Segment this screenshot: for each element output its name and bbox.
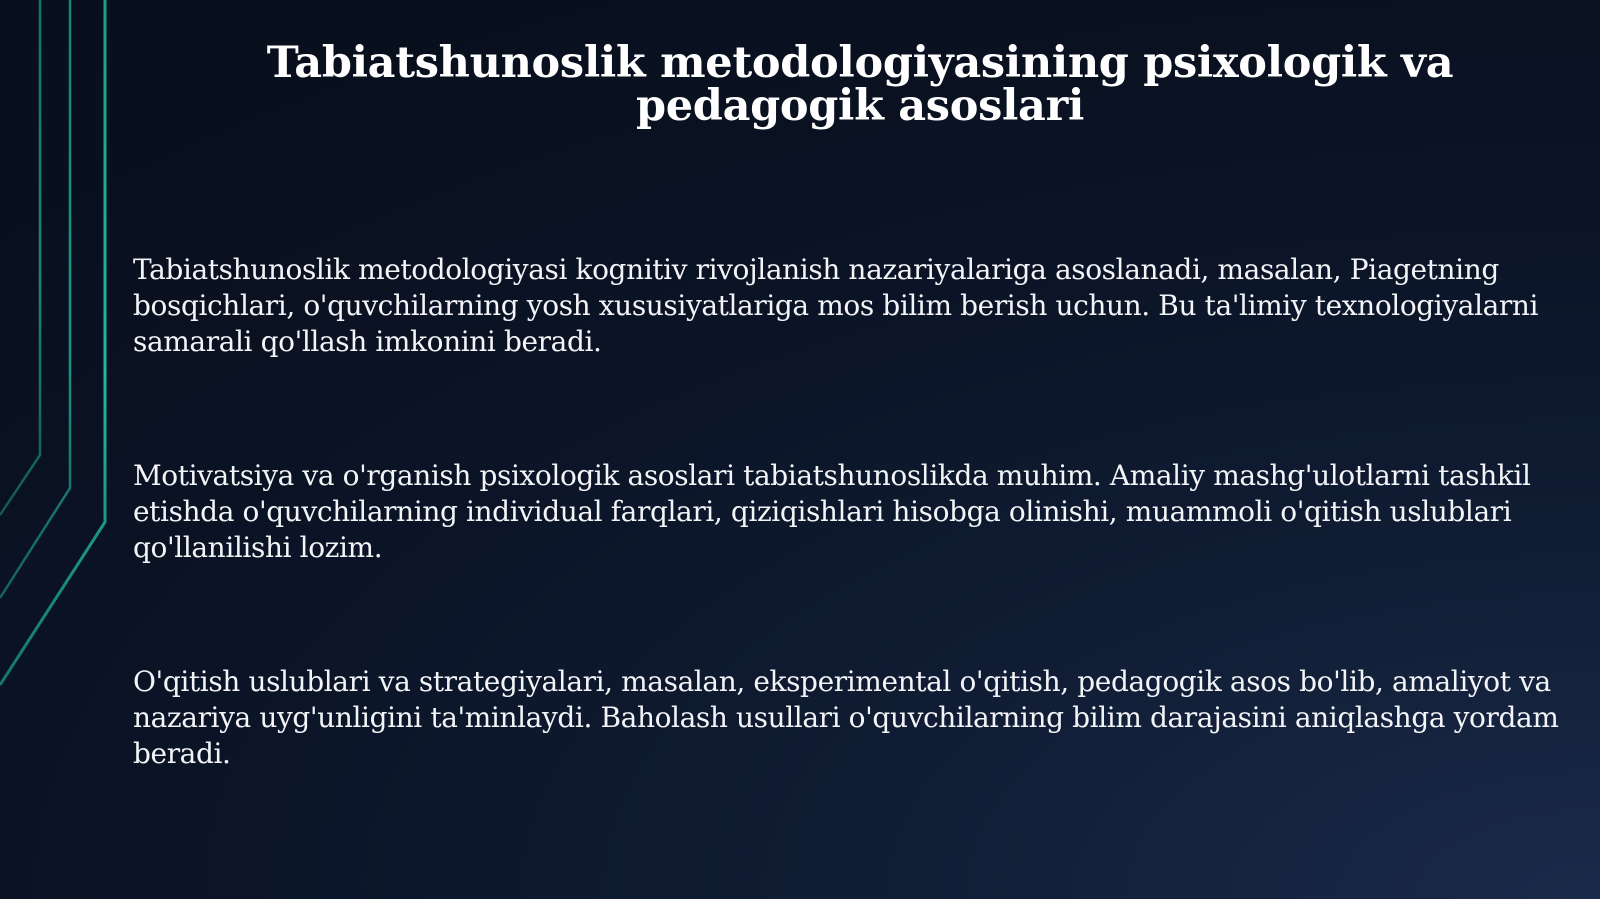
accent-line-inner (0, 0, 40, 515)
body-paragraph-2: Motivatsiya va o'rganish psixologik asoslari tabiatshunoslikda muhim. Amaliy mashg'ulotlarni tashkil etishda o'quvchilarning individual farqlari, qiziqishlari hisobga olinishi, muammoli o'qitish uslublari qo'llanilishi lozim. (133, 459, 1531, 564)
body-paragraph-3: O'qitish uslublari va strategiyalari, masalan, eksperimental o'qitish, pedagogik asos bo'lib, amaliyot va nazariya uyg'unligini ta'minlaydi. Baholash usullari o'quvchilarning bilim darajasini aniqlashga yordam beradi. (133, 665, 1559, 770)
decorative-lines (0, 0, 140, 899)
body-paragraph-1: Tabiatshunoslik metodologiyasi kognitiv rivojlanish nazariyalariga asoslanadi, masalan, Piagetning bosqichlari, o'quvchilarning yosh xususiyatlariga mos bilim berish uchun. Bu ta'limiy texnologiyalarni samarali qo'llash imkonini beradi. (133, 253, 1539, 358)
slide-title: Tabiatshunoslik metodologiyasining psixologik va pedagogik asoslari (266, 38, 1454, 131)
accent-line-middle (0, 0, 70, 598)
accent-line-outer (0, 0, 105, 685)
